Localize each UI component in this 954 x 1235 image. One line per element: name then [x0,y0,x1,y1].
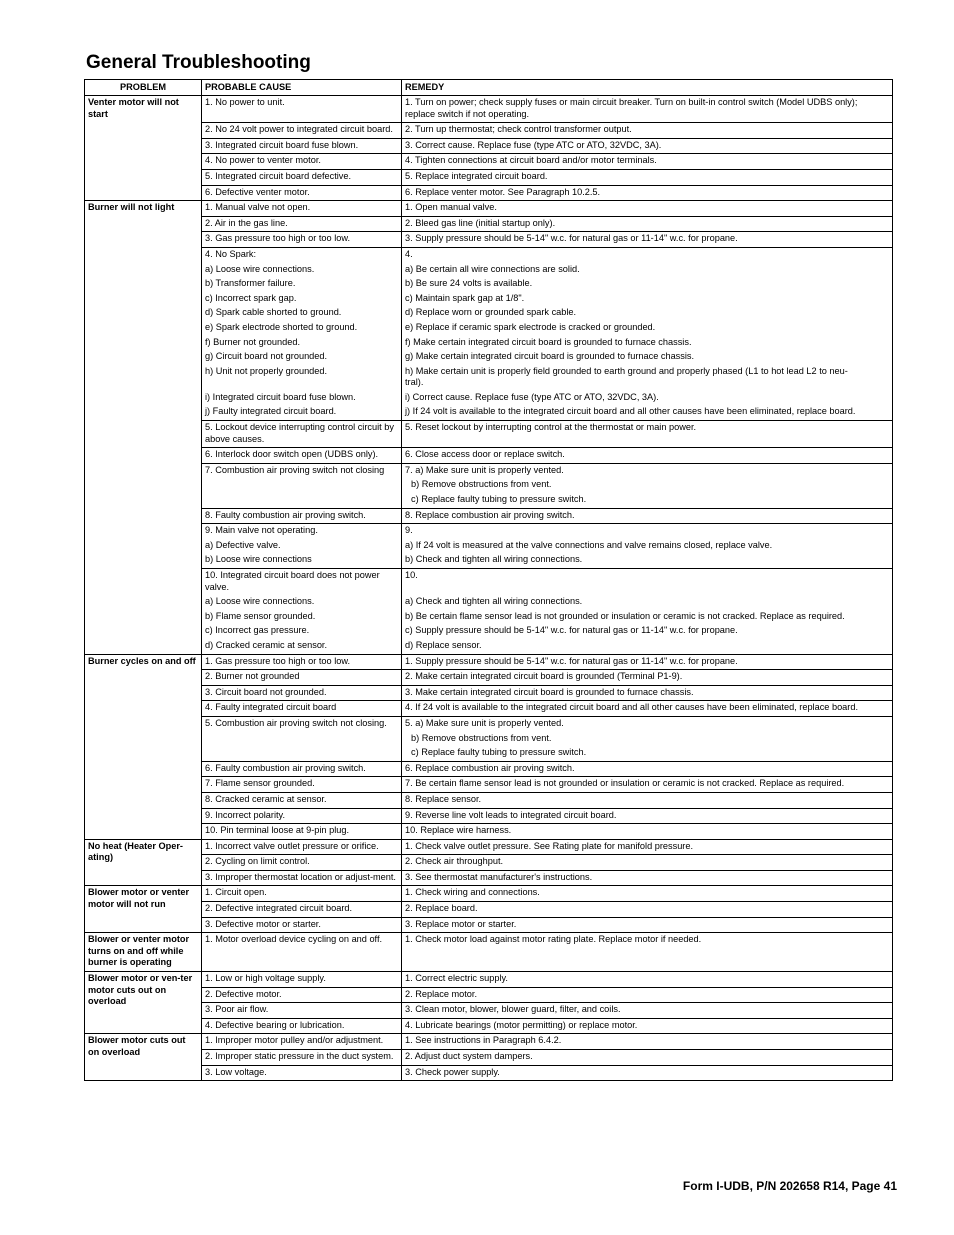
cause-cell: 2. No 24 volt power to integrated circuit board. [202,123,402,139]
remedy-cell [402,524,893,569]
table-row [85,902,893,918]
remedy-cell: 5. Reset lockout by interrupting control at the thermostat or main power. [402,421,893,448]
remedy-line: 7. a) Make sure unit is properly vented. [405,464,564,475]
remedy-cell: 2. Replace motor. [402,987,893,1003]
remedy-line: b) Be certain flame sensor lead is not grounded or insulation or ceramic is not cracked. Replace as required. [405,610,845,621]
remedy-line: 10. [405,570,418,580]
table-row [85,824,893,840]
remedy-line: a) Check and tighten all wiring connections. [405,596,583,607]
cause-cell: 6. Faulty combustion air proving switch. [202,761,402,777]
remedy-line: c) Maintain spark gap at 1/8". [405,292,525,303]
cause-cell: 3. Circuit board not grounded. [202,685,402,701]
remedy-cell [402,247,893,420]
cause-cell: 6. Interlock door switch open (UDBS only). [202,448,402,464]
cause-cell: 1. Manual valve not open. [202,201,402,217]
remedy-line: g) Make certain integrated circuit board is grounded to furnace chassis. [405,351,695,362]
remedy-cell: 4. Lubricate bearings (motor permitting) or replace motor. [402,1018,893,1034]
cause-cell: 3. Improper thermostat location or adjust-ment. [202,870,402,886]
remedy-line: d) Replace worn or grounded spark cable. [405,307,577,318]
cause-cell: 3. Defective motor or starter. [202,917,402,933]
table-row [85,654,893,670]
remedy-line: a) Be certain all wire connections are solid. [405,263,580,274]
remedy-cell: 7. Be certain flame sensor lead is not grounded or insulation or ceramic is not cracked. Replace as required. [402,777,893,793]
remedy-cell: 3. Clean motor, blower, blower guard, filter, and coils. [402,1003,893,1019]
table-row [85,1065,893,1081]
problem-cell: Burner cycles on and off [85,654,202,839]
table-row [85,839,893,855]
table-row [85,185,893,201]
remedy-cell: 8. Replace combustion air proving switch. [402,508,893,524]
table-row [85,716,893,761]
cause-line: a) Loose wire connections. [205,263,315,274]
cause-cell: 2. Improper static pressure in the duct system. [202,1050,402,1066]
cause-line: d) Spark cable shorted to ground. [205,307,342,318]
remedy-cell: 3. Replace motor or starter. [402,917,893,933]
cause-cell: 1. No power to unit. [202,96,402,123]
cause-cell: 1. Motor overload device cycling on and off. [202,933,402,972]
cause-line: d) Cracked ceramic at sensor. [205,639,328,650]
remedy-line: 5. a) Make sure unit is properly vented. [405,717,564,728]
cause-cell: 9. Incorrect polarity. [202,808,402,824]
cause-cell: 4. No power to venter motor. [202,154,402,170]
remedy-line: j) If 24 volt is available to the integrated circuit board and all other causes have been eliminated, replace board. [405,406,856,417]
table-row [85,1034,893,1050]
cause-cell: 3. Poor air flow. [202,1003,402,1019]
cause-cell: 1. Improper motor pulley and/or adjustment. [202,1034,402,1050]
cause-line: a) Loose wire connections. [205,596,315,607]
table-row [85,232,893,248]
cause-cell: 1. Incorrect valve outlet pressure or orifice. [202,839,402,855]
remedy-cell: 3. See thermostat manufacturer's instructions. [402,870,893,886]
remedy-line: d) Replace sensor. [405,639,482,650]
cause-cell: 2. Defective integrated circuit board. [202,902,402,918]
cause-cell: 3. Gas pressure too high or too low. [202,232,402,248]
cause-cell: 3. Integrated circuit board fuse blown. [202,138,402,154]
remedy-line: b) Check and tighten all wiring connections. [405,554,583,565]
cause-cell [202,569,402,655]
table-row [85,1003,893,1019]
page-title: General Troubleshooting [86,52,311,73]
remedy-line: e) Replace if ceramic spark electrode is cracked or grounded. [405,321,656,332]
remedy-cell: 3. Make certain integrated circuit board is grounded to furnace chassis. [402,685,893,701]
remedy-cell: 2. Replace board. [402,902,893,918]
cause-cell: 4. Defective bearing or lubrication. [202,1018,402,1034]
remedy-line: h) Make certain unit is properly field grounded to earth ground and properly phased (L1 to hot lead L2 to neu- [405,365,848,376]
table-row [85,777,893,793]
remedy-cell: 2. Make certain integrated circuit board is grounded (Terminal P1-9). [402,670,893,686]
cause-line: 10. Integrated circuit board does not power valve. [205,570,380,592]
cause-cell: 8. Faulty combustion air proving switch. [202,508,402,524]
table-row [85,421,893,448]
remedy-cell: 9. Reverse line volt leads to integrated circuit board. [402,808,893,824]
cause-cell: 1. Gas pressure too high or too low. [202,654,402,670]
remedy-cell [402,463,893,508]
cause-line [205,377,399,389]
remedy-cell [402,716,893,761]
table-row [85,96,893,123]
remedy-cell: 1. Check valve outlet pressure. See Rating plate for manifold pressure. [402,839,893,855]
header-remedy: REMEDY [402,80,893,96]
remedy-line: b) Remove obstructions from vent. [411,479,552,490]
table-row [85,886,893,902]
cause-line: c) Incorrect gas pressure. [205,625,310,636]
remedy-line: i) Correct cause. Replace fuse (type ATC or ATO, 32VDC, 3A). [405,391,659,402]
remedy-cell: 4. If 24 volt is available to the integrated circuit board and all other causes have been eliminated, replace board. [402,701,893,717]
table-row [85,169,893,185]
remedy-cell: 3. Supply pressure should be 5-14" w.c. for natural gas or 11-14" w.c. for propane. [402,232,893,248]
cause-cell: 4. Faulty integrated circuit board [202,701,402,717]
table-row [85,670,893,686]
cause-cell: 10. Pin terminal loose at 9-pin plug. [202,824,402,840]
header-problem: PROBLEM [85,80,202,96]
remedy-cell: 6. Replace venter motor. See Paragraph 10.2.5. [402,185,893,201]
table-row [85,917,893,933]
table-row [85,792,893,808]
problem-cell: Blower or venter motor turns on and off while burner is operating [85,933,202,972]
remedy-cell: 4. Tighten connections at circuit board and/or motor terminals. [402,154,893,170]
cause-line: b) Flame sensor grounded. [205,610,316,621]
remedy-cell: 2. Turn up thermostat; check control transformer output. [402,123,893,139]
table-row [85,154,893,170]
table-row [85,123,893,139]
table-row [85,508,893,524]
cause-line: g) Circuit board not grounded. [205,351,328,362]
table-row [85,987,893,1003]
cause-cell: 5. Integrated circuit board defective. [202,169,402,185]
cause-line: b) Loose wire connections [205,554,312,565]
table-row [85,933,893,972]
table-row [85,247,893,420]
cause-line: b) Transformer failure. [205,278,296,289]
page-footer: Form I-UDB, P/N 202658 R14, Page 41 [682,1179,897,1193]
cause-cell: 6. Defective venter motor. [202,185,402,201]
cause-line: f) Burner not grounded. [205,336,300,347]
remedy-cell: 1. Turn on power; check supply fuses or main circuit breaker. Turn on built-in control switch (Model UDBS only); replace switch if not operating. [402,96,893,123]
remedy-cell: 1. Check motor load against motor rating plate. Replace motor if needed. [402,933,893,972]
problem-cell: Blower motor or venter motor will not run [85,886,202,933]
cause-cell: 1. Circuit open. [202,886,402,902]
remedy-line: tral). [405,377,424,388]
remedy-cell: 3. Check power supply. [402,1065,893,1081]
remedy-line: 4. [405,248,413,259]
problem-cell: No heat (Heater Oper-ating) [85,839,202,886]
remedy-line: c) Supply pressure should be 5-14" w.c. for natural gas or 11-14" w.c. for propane. [405,625,738,636]
table-row [85,870,893,886]
table-row [85,701,893,717]
remedy-cell: 1. See instructions in Paragraph 6.4.2. [402,1034,893,1050]
cause-line: j) Faulty integrated circuit board. [205,406,337,417]
remedy-cell: 8. Replace sensor. [402,792,893,808]
cause-line: c) Incorrect spark gap. [205,292,297,303]
cause-line: 4. No Spark: [205,248,257,259]
cause-cell: 8. Cracked ceramic at sensor. [202,792,402,808]
table-row [85,216,893,232]
table-header-row [85,80,893,96]
table-row [85,808,893,824]
cause-line: e) Spark electrode shorted to ground. [205,321,358,332]
remedy-line: b) Remove obstructions from vent. [411,732,552,743]
cause-cell: 2. Burner not grounded [202,670,402,686]
remedy-line: f) Make certain integrated circuit board is grounded to furnace chassis. [405,336,692,347]
cause-cell: 3. Low voltage. [202,1065,402,1081]
cause-line: 9. Main valve not operating. [205,525,318,536]
table-row [85,761,893,777]
remedy-line: 9. [405,525,413,536]
problem-cell: Blower motor or ven-ter motor cuts out on overload [85,972,202,1034]
remedy-cell: 2. Adjust duct system dampers. [402,1050,893,1066]
remedy-cell [402,569,893,655]
cause-line: a) Defective valve. [205,539,281,550]
cause-cell: 2. Cycling on limit control. [202,855,402,871]
table-row [85,201,893,217]
cause-cell: 7. Combustion air proving switch not closing [202,463,402,508]
table-row [85,1018,893,1034]
remedy-cell: 1. Open manual valve. [402,201,893,217]
remedy-cell: 6. Replace combustion air proving switch. [402,761,893,777]
table-row [85,1050,893,1066]
remedy-cell: 1. Check wiring and connections. [402,886,893,902]
cause-line: h) Unit not properly grounded. [205,365,328,376]
remedy-cell: 2. Check air throughput. [402,855,893,871]
remedy-line: c) Replace faulty tubing to pressure switch. [411,494,587,505]
remedy-line: c) Replace faulty tubing to pressure switch. [411,747,587,758]
table-row [85,855,893,871]
cause-cell [202,247,402,420]
cause-cell: 7. Flame sensor grounded. [202,777,402,793]
table-row [85,569,893,655]
remedy-line: b) Be sure 24 volts is available. [405,278,533,289]
cause-cell: 2. Defective motor. [202,987,402,1003]
remedy-cell: 3. Correct cause. Replace fuse (type ATC or ATO, 32VDC, 3A). [402,138,893,154]
table-row [85,685,893,701]
table-row [85,138,893,154]
header-probable-cause: PROBABLE CAUSE [202,80,402,96]
cause-cell: 5. Lockout device interrupting control circuit by above causes. [202,421,402,448]
remedy-cell: 2. Bleed gas line (initial startup only). [402,216,893,232]
remedy-cell: 1. Supply pressure should be 5-14" w.c. for natural gas or 11-14" w.c. for propane. [402,654,893,670]
table-row [85,524,893,569]
cause-cell: 5. Combustion air proving switch not closing. [202,716,402,761]
cause-cell: 1. Low or high voltage supply. [202,972,402,988]
remedy-cell: 1. Correct electric supply. [402,972,893,988]
problem-cell: Blower motor cuts out on overload [85,1034,202,1081]
table-row [85,448,893,464]
cause-cell [202,524,402,569]
problem-cell: Burner will not light [85,201,202,654]
remedy-cell: 10. Replace wire harness. [402,824,893,840]
remedy-line: a) If 24 volt is measured at the valve connections and valve remains closed, replace valve. [405,539,773,550]
remedy-cell: 6. Close access door or replace switch. [402,448,893,464]
cause-line: i) Integrated circuit board fuse blown. [205,391,356,402]
problem-cell: Venter motor will not start [85,96,202,201]
cause-cell: 2. Air in the gas line. [202,216,402,232]
remedy-cell: 5. Replace integrated circuit board. [402,169,893,185]
table-row [85,463,893,508]
troubleshooting-table [84,79,893,1081]
table-row [85,972,893,988]
